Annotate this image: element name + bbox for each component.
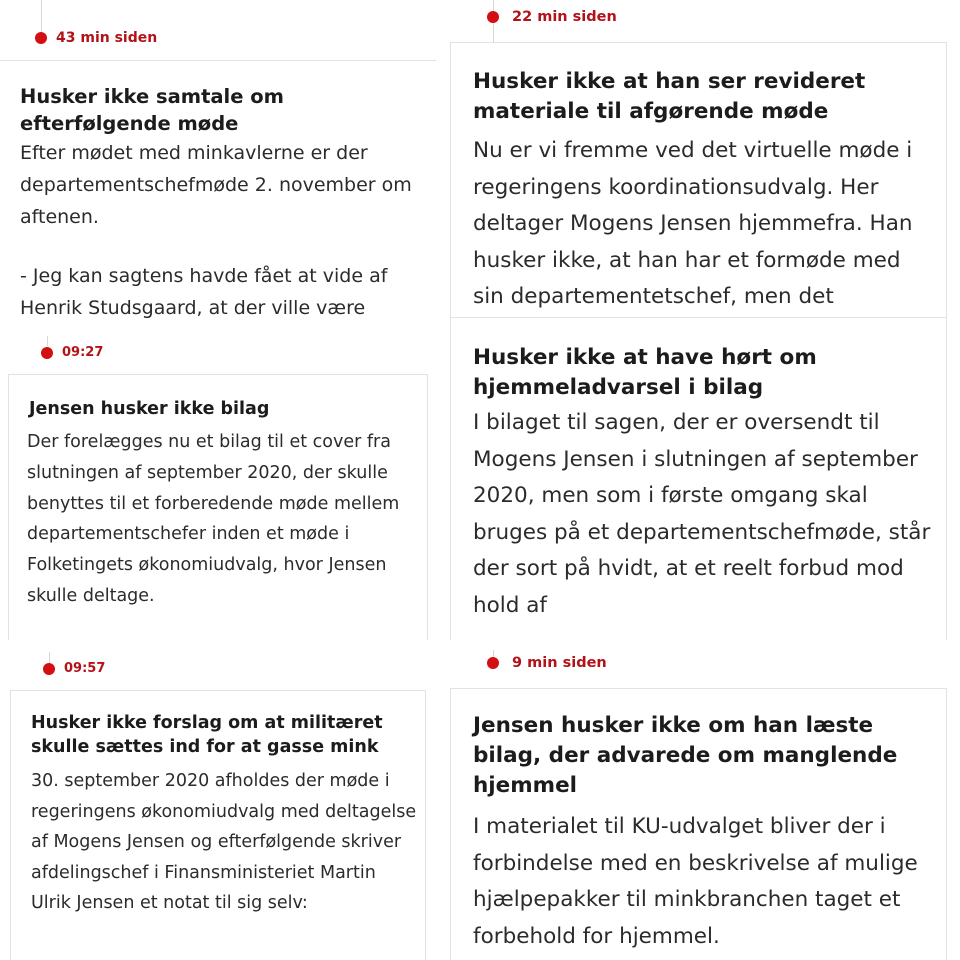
entry-paragraph: Der forelægges nu et bilag til et cover fra slutningen af september 2020, der skulle benyttes til et forberedende møde mellem departementschefer inden et møde i Folketingets økonomiudvalg, hvor Jensen skulle deltage. bbox=[27, 432, 400, 606]
news-entry-card[interactable] bbox=[10, 690, 426, 960]
entry-headline: Husker ikke at have hørt om hjemmeladvarsel i bilag bbox=[473, 345, 817, 400]
news-entry-card[interactable] bbox=[450, 42, 947, 640]
timeline-panel-5 bbox=[446, 650, 960, 960]
entry-headline: Husker ikke forslag om at militæret skulle sættes ind for at gasse mink bbox=[31, 713, 383, 757]
timestamp: 43 min siden bbox=[56, 30, 158, 46]
entry-paragraph: Nu er vi fremme ved det virtuelle møde i regeringens koordinationsudvalg. Her deltager Mogens Jensen hjemmefra. Han husker ikke, at han har et formøde med sin departementetschef, men det bbox=[473, 138, 913, 309]
timestamp: 09:27 bbox=[62, 345, 104, 360]
timeline-panel-4 bbox=[0, 652, 436, 960]
entry-headline: Jensen husker ikke om han læste bilag, der advarede om manglende hjemmel bbox=[473, 713, 898, 798]
timeline-dot bbox=[35, 32, 47, 44]
timeline-dot bbox=[43, 663, 55, 675]
timeline-line bbox=[41, 0, 42, 32]
entry-headline: Husker ikke at han ser revideret materiale til afgørende møde bbox=[473, 69, 866, 124]
timestamp: 22 min siden bbox=[512, 9, 617, 25]
entry-headline: Jensen husker ikke bilag bbox=[29, 399, 270, 419]
entry-paragraph: - Jeg kan sagtens havde fået at vide af Henrik Studsgaard, at der ville være bbox=[20, 265, 388, 319]
timeline-line bbox=[47, 336, 48, 346]
timeline-panel-1 bbox=[0, 0, 436, 322]
timestamp: 09:57 bbox=[64, 661, 106, 676]
timeline-panel-2 bbox=[446, 0, 960, 640]
timeline-dot bbox=[487, 11, 499, 23]
entry-headline: Husker ikke samtale om efterfølgende møde bbox=[20, 85, 284, 135]
entry-paragraph: I materialet til KU-udvalget bliver der i forbindelse med en beskrivelse af mulige hjælpepakker til minkbranchen taget et forbehold for hjemmel. bbox=[473, 814, 918, 949]
entry-paragraph: I bilaget til sagen, der er oversendt til Mogens Jensen i slutningen af september 2020, men som i første omgang skal bruges på et departementschefmøde, står der sort på hvidt, at et reelt forbud mod hold af bbox=[473, 410, 931, 618]
timestamp: 9 min siden bbox=[512, 655, 607, 671]
timeline-panel-3 bbox=[0, 336, 436, 640]
entry-paragraph: Efter mødet med minkavlerne er der departementschefmøde 2. november om aftenen. bbox=[20, 142, 412, 228]
news-entry-card[interactable] bbox=[8, 374, 428, 640]
timeline-dot bbox=[41, 347, 53, 359]
news-entry-card[interactable] bbox=[450, 688, 947, 960]
news-entry-card[interactable] bbox=[0, 60, 436, 322]
entry-divider bbox=[451, 317, 947, 318]
entry-paragraph: 30. september 2020 afholdes der møde i regeringens økonomiudvalg med deltagelse af Mogens Jensen og efterfølgende skriver afdelingschef i Finansministeriet Martin Ulrik Jensen et notat til sig selv: bbox=[31, 771, 417, 913]
timeline-dot bbox=[487, 657, 499, 669]
